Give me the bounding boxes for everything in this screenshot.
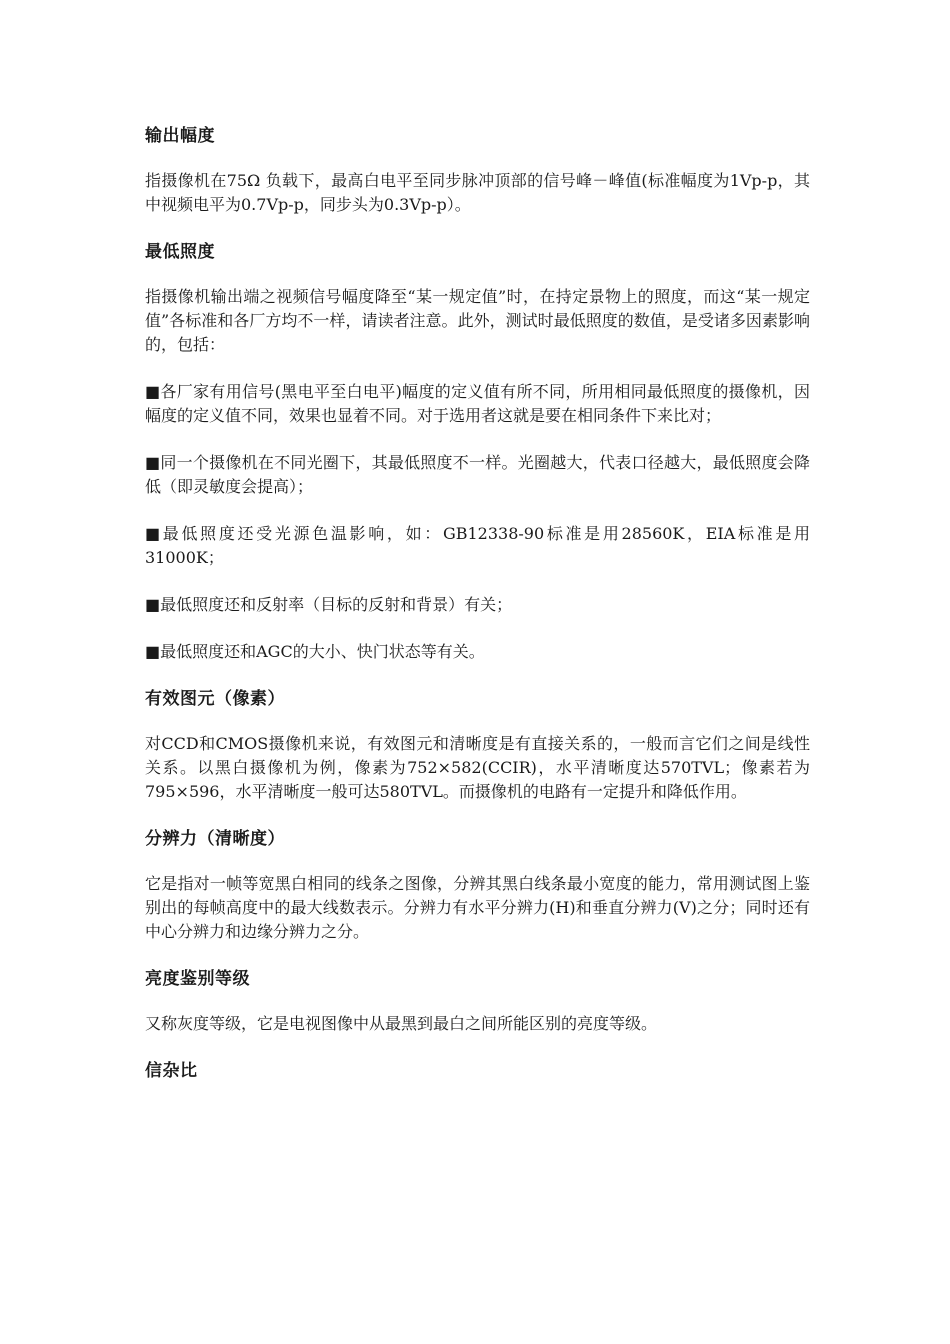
bullet-paragraph: ■最低照度还受光源色温影响，如：GB12338-90标准是用28560K，EIA标准是用31000K； bbox=[145, 524, 810, 567]
section-heading-resolution: 分辨力（清晰度） bbox=[145, 829, 285, 849]
section-heading-effective-pixels: 有效图元（像素） bbox=[145, 689, 285, 709]
section-heading-min-illumination: 最低照度 bbox=[145, 242, 215, 262]
bullet-paragraph: ■最低照度还和AGC的大小、快门状态等有关。 bbox=[145, 642, 485, 661]
paragraph: 指摄像机在75Ω 负载下，最高白电平至同步脉冲顶部的信号峰－峰值(标准幅度为1Vp-p，其中视频电平为0.7Vp-p，同步头为0.3Vp-p）。 bbox=[145, 171, 810, 214]
paragraph: 对CCD和CMOS摄像机来说，有效图元和清晰度是有直接关系的，一般而言它们之间是线性关系。以黑白摄像机为例，像素为752×582(CCIR)，水平清晰度达570TVL；像素若为795×596，水平清晰度一般可达580TVL。而摄像机的电路有一定提升和降低作用。 bbox=[145, 734, 810, 801]
paragraph: 它是指对一帧等宽黑白相同的线条之图像，分辨其黑白线条最小宽度的能力，常用测试图上鉴别出的每帧高度中的最大线数表示。分辨力有水平分辨力(H)和垂直分辨力(V)之分；同时还有中心分辨力和边缘分辨力之分。 bbox=[145, 874, 810, 941]
bullet-paragraph: ■各厂家有用信号(黑电平至白电平)幅度的定义值有所不同，所用相同最低照度的摄像机，因幅度的定义值不同，效果也显着不同。对于选用者这就是要在相同条件下来比对； bbox=[145, 382, 810, 425]
paragraph: 指摄像机输出端之视频信号幅度降至“某一规定值”时，在持定景物上的照度，而这“某一规定值”各标准和各厂方均不一样，请读者注意。此外，测试时最低照度的数值，是受诸多因素影响的，包括： bbox=[145, 287, 810, 354]
section-heading-brightness-levels: 亮度鉴别等级 bbox=[145, 969, 250, 989]
section-heading-snr: 信杂比 bbox=[145, 1061, 198, 1081]
bullet-paragraph: ■同一个摄像机在不同光圈下，其最低照度不一样。光圈越大，代表口径越大，最低照度会降低（即灵敏度会提高）； bbox=[145, 453, 810, 496]
document-page bbox=[145, 124, 810, 1104]
paragraph: 又称灰度等级，它是电视图像中从最黑到最白之间所能区别的亮度等级。 bbox=[145, 1014, 658, 1033]
section-heading-output-amplitude: 输出幅度 bbox=[145, 126, 215, 146]
bullet-paragraph: ■最低照度还和反射率（目标的反射和背景）有关； bbox=[145, 595, 513, 614]
